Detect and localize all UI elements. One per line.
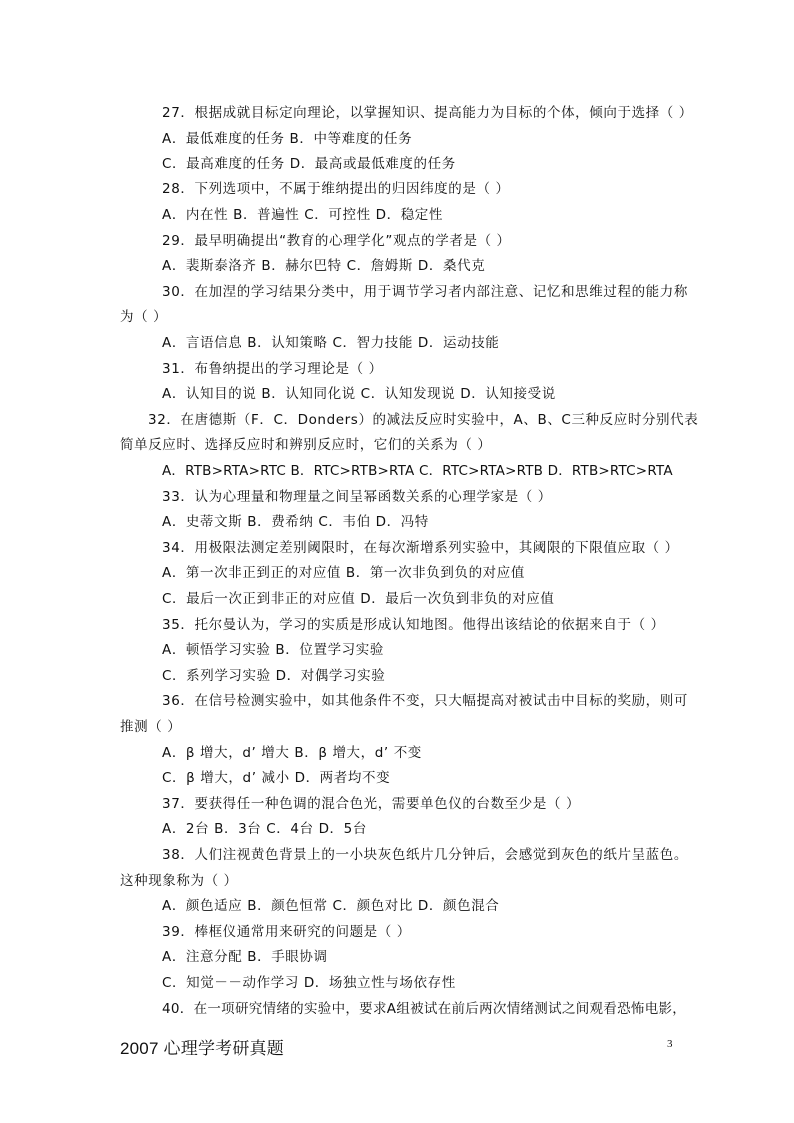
question-36-stem-cont: 推测（ ）: [120, 719, 182, 735]
question-30-stem-cont: 为（ ）: [120, 309, 168, 325]
question-28-stem: 28．下列选项中，不属于维纳提出的归因纬度的是（ ）: [162, 181, 510, 197]
question-37-stem: 37．要获得任一种色调的混合色光，需要单色仪的台数至少是（ ）: [162, 796, 581, 812]
question-35-stem: 35．托尔曼认为，学习的实质是形成认知地图。他得出该结论的依据来自于（ ）: [162, 617, 665, 633]
question-34-options-ab: A．第一次非正到正的对应值 B．第一次非负到负的对应值: [162, 565, 525, 581]
question-34-options-cd: C．最后一次正到非正的对应值 D．最后一次负到非负的对应值: [162, 591, 555, 607]
page-number: 3: [667, 1038, 673, 1050]
question-38-stem: 38．人们注视黄色背景上的一小块灰色纸片几分钟后，会感觉到灰色的纸片呈蓝色。: [162, 847, 688, 863]
question-27-stem: 27．根据成就目标定向理论，以掌握知识、提高能力为目标的个体，倾向于选择（ ）: [162, 105, 693, 121]
question-34-stem: 34．用极限法测定差别阈限时，在每次渐增系列实验中，其阈限的下限值应取（ ）: [162, 540, 679, 556]
question-32-stem: 32．在唐德斯（F．C．Donders）的减法反应时实验中，A、B、C三种反应时分别代表: [148, 412, 699, 428]
question-32-options: A．RTB>RTA>RTC B．RTC>RTB>RTA C．RTC>RTA>RTB D．RTB>RTC>RTA: [162, 463, 673, 479]
question-29-stem: 29．最早明确提出“教育的心理学化”观点的学者是（ ）: [162, 233, 511, 249]
question-39-options-ab: A．注意分配 B．手眼协调: [162, 949, 328, 965]
question-27-options-ab: A．最低难度的任务 B．中等难度的任务: [162, 131, 413, 147]
question-29-options: A．裴斯泰洛齐 B．赫尔巴特 C．詹姆斯 D．桑代克: [162, 258, 486, 274]
question-30-stem: 30．在加涅的学习结果分类中，用于调节学习者内部注意、记忆和思维过程的能力称: [162, 284, 688, 300]
question-37-options: A．2台 B．3台 C．4台 D．5台: [162, 821, 367, 837]
question-36-options-cd: C．β 增大，d’ 减小 D．两者均不变: [162, 770, 391, 786]
question-33-stem: 33．认为心理量和物理量之间呈幂函数关系的心理学家是（ ）: [162, 489, 552, 505]
question-39-options-cd: C．知觉－－动作学习 D．场独立性与场依存性: [162, 975, 456, 991]
question-40-stem: 40．在一项研究情绪的实验中，要求A组被试在前后两次情绪测试之间观看恐怖电影，: [162, 1001, 687, 1017]
footer-title: 2007 心理学考研真题: [120, 1039, 284, 1058]
question-36-options-ab: A．β 增大，d’ 增大 B．β 增大，d’ 不变: [162, 745, 422, 761]
question-30-options: A．言语信息 B．认知策略 C．智力技能 D．运动技能: [162, 335, 500, 351]
question-38-stem-cont: 这种现象称为（ ）: [120, 873, 238, 889]
question-35-options-ab: A．顿悟学习实验 B．位置学习实验: [162, 642, 384, 658]
question-36-stem: 36．在信号检测实验中，如其他条件不变，只大幅提高对被试击中目标的奖励，则可: [162, 693, 688, 709]
question-38-options: A．颜色适应 B．颜色恒常 C．颜色对比 D．颜色混合: [162, 898, 500, 914]
question-33-options: A．史蒂文斯 B．费希纳 C．韦伯 D．冯特: [162, 514, 429, 530]
question-28-options: A．内在性 B．普遍性 C．可控性 D．稳定性: [162, 207, 443, 223]
question-35-options-cd: C．系列学习实验 D．对偶学习实验: [162, 668, 386, 684]
question-27-options-cd: C．最高难度的任务 D．最高或最低难度的任务: [162, 156, 456, 172]
question-31-options: A．认知目的说 B．认知同化说 C．认知发现说 D．认知接受说: [162, 386, 556, 402]
question-32-stem-cont: 简单反应时、选择反应时和辨别反应时，它们的关系为（ ）: [120, 437, 492, 453]
question-39-stem: 39．棒框仪通常用来研究的问题是（ ）: [162, 924, 411, 940]
question-31-stem: 31．布鲁纳提出的学习理论是（ ）: [162, 361, 383, 377]
